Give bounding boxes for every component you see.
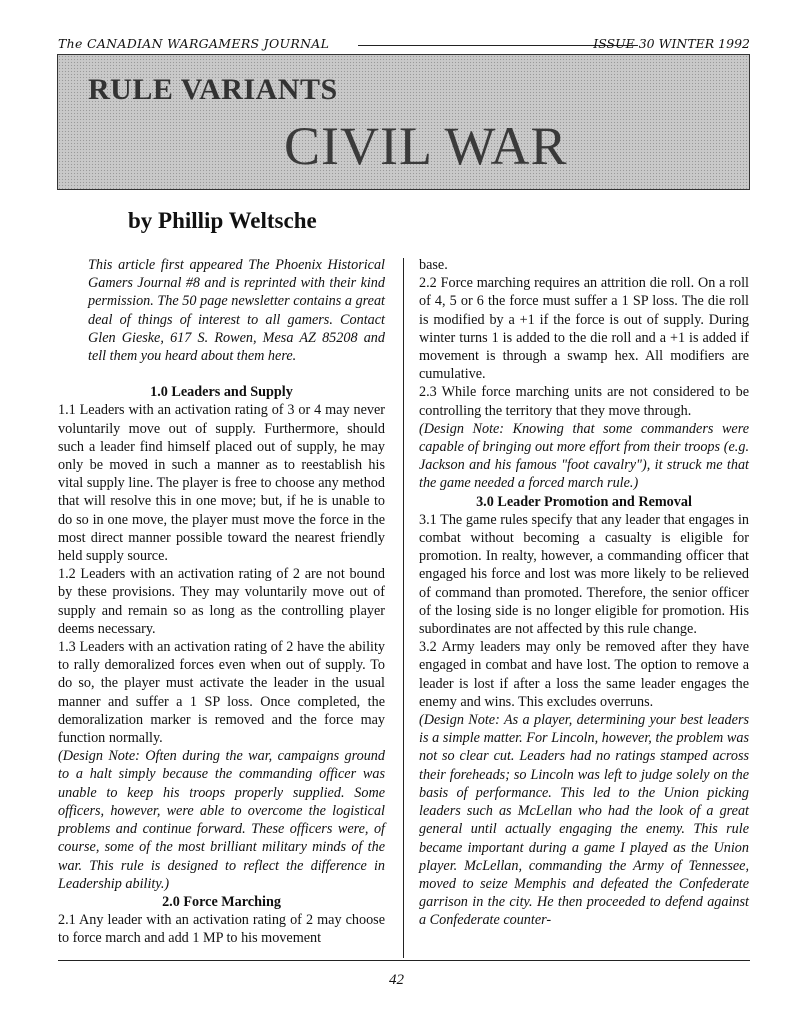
section-heading: 1.0 Leaders and Supply [150, 384, 293, 401]
section-kicker: RULE VARIANTS [88, 73, 338, 106]
design-note: (Design Note: Knowing that some commanders were capable of bringing out more effort from their troops (e.g. Jackson and his famous "foot cavalry"), it struck me that the game needed a forced march rule.) [419, 420, 749, 492]
paragraph: 3.1 The game rules specify that any leader that engages in combat without becoming a casualty is eligible for promotion. In realty, however, a commanding officer that engaged his force and lost was more likely to be relieved of command than promoted. Therefore, the senior officer of the losing side is no longer eligible for promotion. His subordinates are not affected by this rule change. [419, 511, 749, 638]
section-heading: 2.0 Force Marching [162, 893, 281, 910]
left-column [58, 256, 385, 948]
journal-name: The CANADIAN WARGAMERS JOURNAL [58, 36, 330, 51]
title-banner [57, 54, 750, 190]
right-column [419, 256, 749, 930]
paragraph: 2.2 Force marching requires an attrition die roll. On a roll of 4, 5 or 6 the force must suffer a 1 SP loss. The die roll is modified by a +1 if the force is out of supply. During winter turns 1 is added to the die roll and a +1 is added if movement is through a swamp hex. All modifiers are cumulative. [419, 275, 749, 383]
byline: by Phillip Weltsche [128, 208, 317, 233]
column-divider [403, 258, 404, 958]
footer-rule [58, 960, 750, 961]
running-head [58, 36, 750, 56]
section-heading: 3.0 Leader Promotion and Removal [476, 493, 692, 510]
issue-label: ISSUE 30 WINTER 1992 [593, 36, 750, 51]
design-note: (Design Note: Often during the war, campaigns ground to a halt simply because the commanding officer was unable to keep his troops properly supplied. Some officers, however, were able to overcome the logistical problems and continue forward. These officers were, of course, some of the most brilliant military minds of the war. This rule is designed to reflect the difference in Leadership ability.) [58, 748, 385, 892]
page-number: 42 [389, 972, 404, 988]
paragraph: 1.3 Leaders with an activation rating of 2 have the ability to rally demoralized forces even when out of supply. To do so, the player must activate the leader in the usual manner and suffer a 1 SP loss. Once completed, the demoralization marker is removed and the force may function normally. [58, 639, 385, 747]
article-title: CIVIL WAR [284, 116, 568, 176]
spacer [58, 365, 385, 383]
paragraph: 3.2 Army leaders may only be removed after they have engaged in combat and have lost. The option to remove a leader is lost if after a loss the same leader engages the enemy and wins. This excludes overruns. [419, 639, 749, 710]
paragraph: 1.1 Leaders with an activation rating of 3 or 4 may never voluntarily move out of supply. Furthermore, should such a leader find himself placed out of supply, he may only be moved in such a manner as to reestablish his vital supply line. The player is free to choose any method that will resolve this in one move; but, if he is unable to do so in one move, the player must move the force in the most direct manner possible toward the nearest friendly held supply source. [58, 402, 385, 565]
design-note: (Design Note: As a player, determining your best leaders is a simple matter. For Lincoln, however, the problem was not so clear cut. Leaders had no ratings stamped across their foreheads; so Lincoln was left to judge solely on the basis of performance. This led to the Union picking leaders such as McLellan who had the look of a great general until actually engaging the enemy. This rule became important during a game I played as the Union player. McLellan, commanding the Army of Tennessee, moved to seize Memphis and defeated the Confederate garrison in the city. He then proceeded to defend against a Confederate counter- [419, 712, 749, 929]
paragraph: 2.1 Any leader with an activation rating of 2 may choose to force march and add 1 MP to his movement [58, 912, 385, 947]
paragraph: 1.2 Leaders with an activation rating of 2 are not bound by these provisions. They may voluntarily move out of supply and remain so as long as the controlling player deems necessary. [58, 566, 385, 637]
paragraph: 2.3 While force marching units are not considered to be controlling the territory that they move through. [419, 384, 749, 419]
paragraph: base. [419, 257, 448, 273]
intro-note: This article first appeared The Phoenix Historical Gamers Journal #8 and is reprinted with their kind permission. The 50 page newsletter contains a great deal of things of interest to all gamers. Contact Glen Gieske, 617 S. Rowen, Mesa AZ 85208 and tell them you heard about them here. [88, 257, 385, 365]
